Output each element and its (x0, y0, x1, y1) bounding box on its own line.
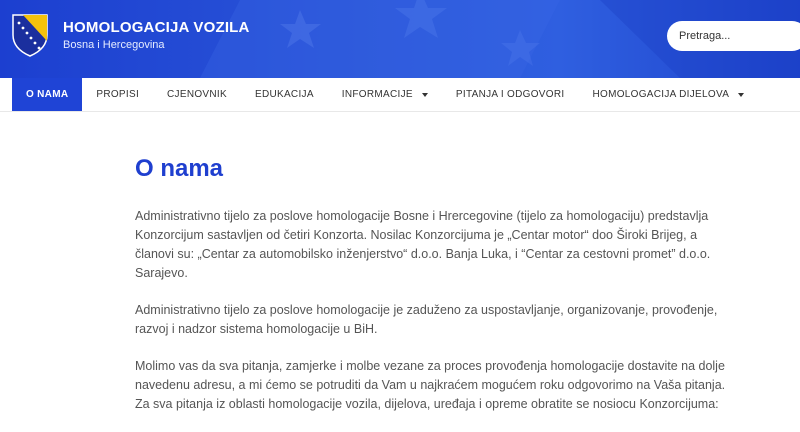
nav-item-edukacija[interactable] (241, 78, 328, 111)
main-content (135, 155, 735, 432)
nav-item-pitanja-i-odgovori[interactable] (442, 78, 579, 111)
nav-item-informacije[interactable] (328, 78, 442, 111)
nav-item-o-nama[interactable] (12, 78, 82, 111)
search-input[interactable] (667, 21, 800, 51)
site-subtitle: Bosna i Hercegovina (63, 39, 165, 51)
nav-label: INFORMACIJE (341, 89, 413, 100)
chevron-down-icon (738, 93, 744, 97)
page-title: O nama (135, 155, 224, 182)
nav-item-homologacija-dijelova[interactable] (578, 78, 758, 111)
nav-label: PROPISI (96, 89, 140, 100)
nav-label: PITANJA I ODGOVORI (455, 89, 565, 100)
content-paragraph: Molimo vas da sva pitanja, zamjerke i molbe vezane za proces provođenja homologacije dostavite na dolje navedenu adresu, a mi ćemo se potruditi da Vam u najkraćem mogućem roku odgovorimo na Vaša pitanja. Za sva pitanja iz oblasti homologacije vozila, dijelova, uređaja i opreme obratite se nosiocu Konzorcijuma: (135, 359, 726, 411)
content-paragraph: Administrativno tijelo za poslove homologacije je zaduženo za uspostavljanje, organizovanje, provođenje, razvoj i nadzor sistema homologacije u BiH. (135, 303, 718, 336)
nav-label: CJENOVNIK (167, 89, 227, 100)
nav-item-propisi[interactable] (82, 78, 153, 111)
content-paragraph: Administrativno tijelo za poslove homologacije Bosne i Hrercegovine (tijelo za homologaciju) predstavlja Konzorcijum sastavljen od četiri Konzorta. Nosilac Konzorcijuma je „Centar motor“ doo Široki Brijeg, a članovi su: „Centar za automobilsko inženjerstvo“ d.o.o. Banja Luka, i “Centar za cestovni promet” d.o.o. Sarajevo. (135, 209, 711, 280)
nav-label: O NAMA (26, 89, 69, 100)
site-title[interactable]: HOMOLOGACIJA VOZILA (63, 19, 250, 36)
coat-of-arms-logo[interactable] (11, 13, 49, 57)
site-header (0, 0, 800, 78)
nav-label: EDUKACIJA (254, 89, 314, 100)
chevron-down-icon (422, 93, 428, 97)
nav-label: HOMOLOGACIJA DIJELOVA (592, 89, 730, 100)
main-nav (0, 78, 800, 112)
nav-item-cjenovnik[interactable] (153, 78, 241, 111)
